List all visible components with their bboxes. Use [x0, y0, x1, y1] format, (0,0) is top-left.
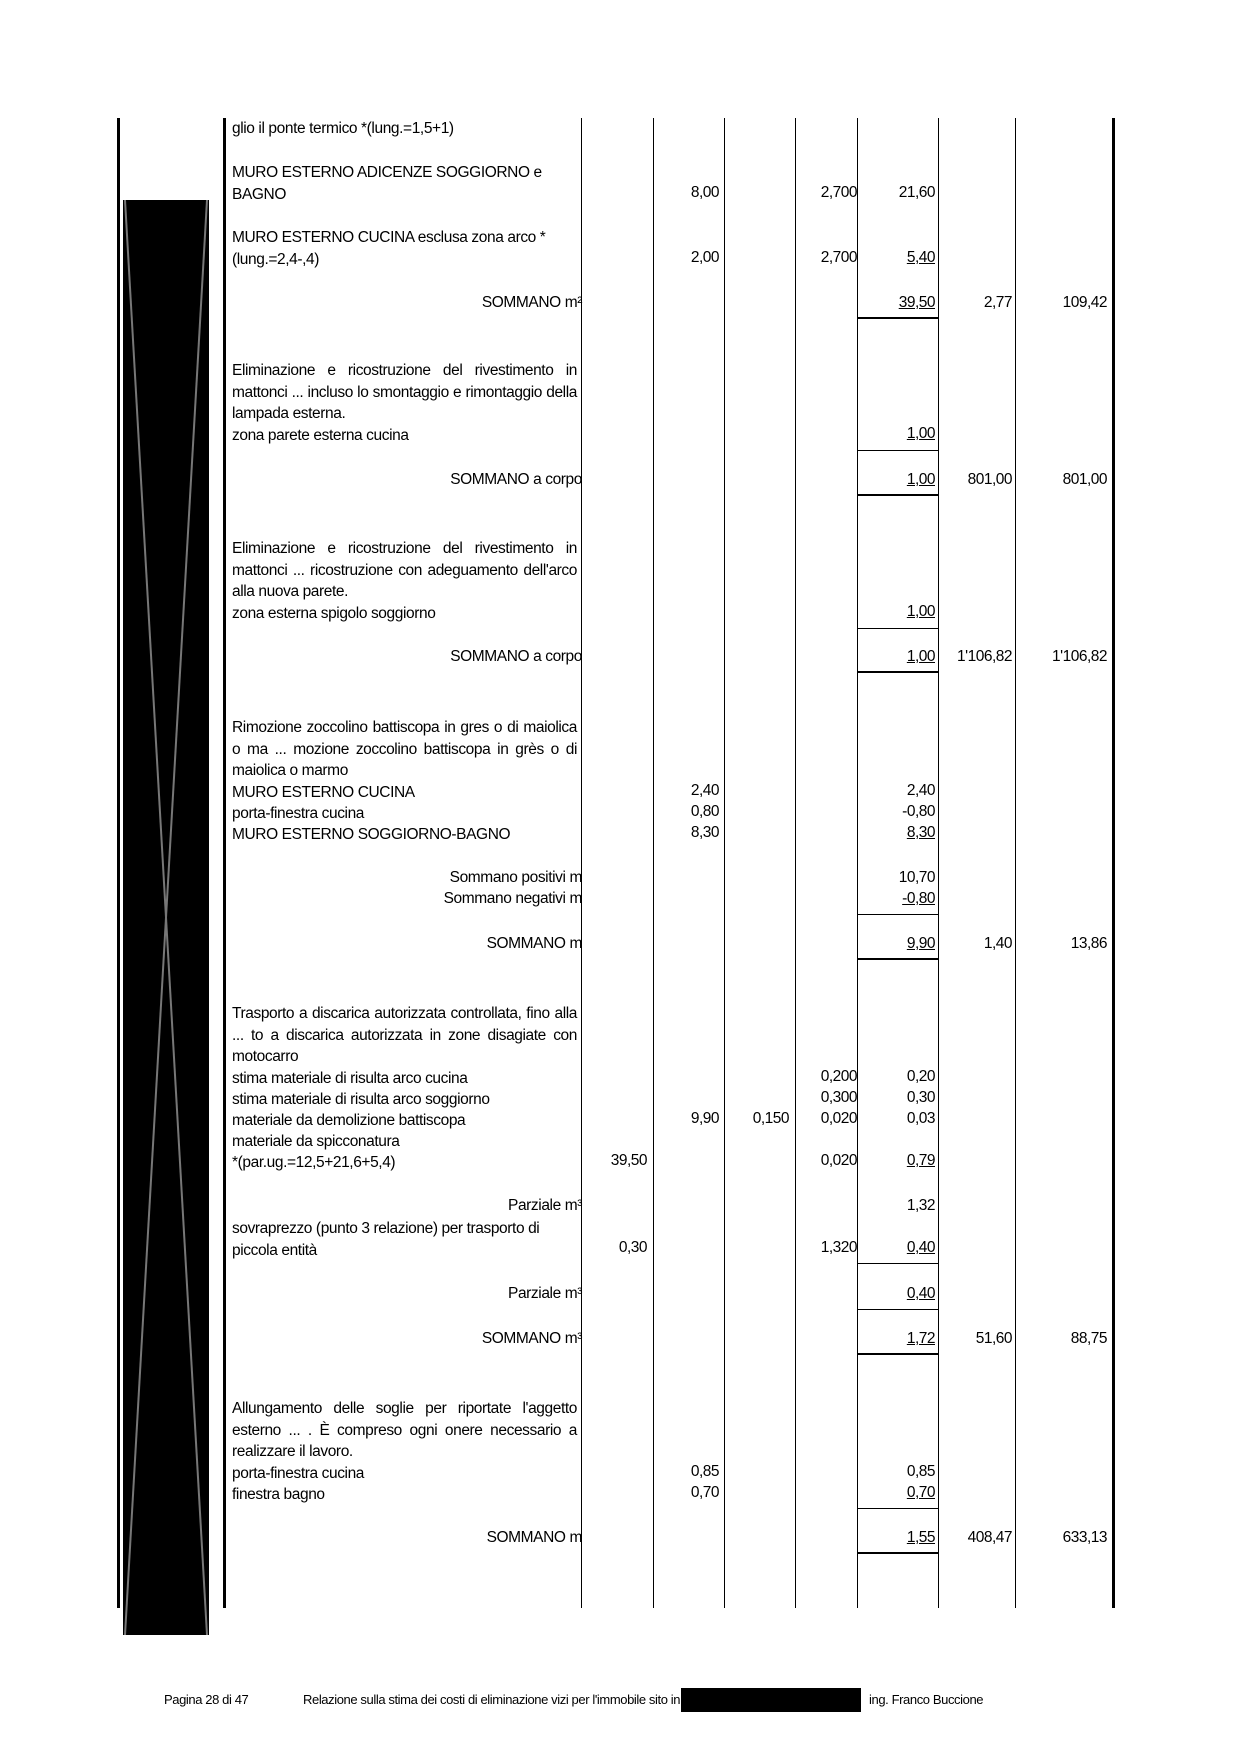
hpeso-value: 2,700 — [820, 184, 857, 201]
qta-value: -0,80 — [902, 890, 935, 907]
total-rule — [858, 494, 938, 496]
sum-label: SOMMANO m — [486, 1529, 582, 1546]
unit-price: 1'106,82 — [957, 648, 1012, 665]
parug-value: 0,30 — [618, 1239, 647, 1256]
qta-value: 0,40 — [906, 1285, 935, 1302]
larg-value: 0,150 — [752, 1110, 789, 1127]
qta-value: 0,79 — [906, 1152, 935, 1169]
qta-total: 1,00 — [906, 648, 935, 665]
qta-value: -0,80 — [902, 803, 935, 820]
line-description: materiale da demolizione battiscopa — [232, 1112, 466, 1129]
total-rule — [858, 958, 938, 960]
line-description: stima materiale di risulta arco soggiorno — [232, 1091, 490, 1108]
subtotal-rule — [858, 450, 938, 451]
lung-value: 9,90 — [690, 1110, 719, 1127]
page-number: Pagina 28 di 47 — [164, 1692, 249, 1707]
sum-label: Sommano positivi m — [449, 869, 582, 886]
qta-value: 0,20 — [906, 1068, 935, 1085]
redacted-address — [681, 1688, 861, 1712]
sum-label: SOMMANO m² — [481, 294, 582, 311]
lung-value: 2,40 — [690, 782, 719, 799]
lung-value: 0,80 — [690, 803, 719, 820]
qta-value: 0,40 — [906, 1239, 935, 1256]
line-description: MURO ESTERNO ADICENZE SOGGIORNO e BAGNO — [232, 164, 542, 203]
lung-value: 2,00 — [690, 249, 719, 266]
column-rule — [857, 118, 858, 1608]
hpeso-value: 0,020 — [820, 1110, 857, 1127]
column-rule — [653, 118, 654, 1608]
qta-value: 10,70 — [898, 869, 935, 886]
line-description: zona esterna spigolo soggiorno — [232, 605, 436, 622]
item-description: Eliminazione e ricostruzione del rivestimento in mattonci ... incluso lo smontaggio e rimontaggio della lampada esterna. — [232, 362, 577, 422]
item-description: Rimozione zoccolino battiscopa in gres o di maiolica o ma ... mozione zoccolino battiscopa in grès o di maiolica o marmo — [232, 719, 577, 779]
hpeso-value: 0,020 — [820, 1152, 857, 1169]
column-rule — [795, 118, 796, 1608]
subtotal-rule — [858, 914, 938, 915]
footer-title: Relazione sulla stima dei costi di eliminazione vizi per l'immobile sito in — [303, 1692, 681, 1707]
item-description: Allungamento delle soglie per riportate l'aggetto esterno ... . È compreso ogni onere necessario a realizzare il lavoro. — [232, 1400, 577, 1460]
qta-total: 1,00 — [906, 471, 935, 488]
line-description: MURO ESTERNO SOGGIORNO-BAGNO — [232, 826, 511, 843]
footer-author: ing. Franco Buccione — [869, 1692, 984, 1707]
qta-total: 9,90 — [906, 935, 935, 952]
qta-value: 0,70 — [906, 1484, 935, 1501]
line-description: MURO ESTERNO CUCINA esclusa zona arco *(lung.=2,4-,4) — [232, 229, 546, 268]
column-rule — [724, 118, 725, 1608]
hpeso-value: 1,320 — [820, 1239, 857, 1256]
total-rule — [858, 1353, 938, 1355]
total-rule — [858, 317, 938, 319]
sum-label: SOMMANO a corpo — [450, 471, 582, 488]
unit-price: 801,00 — [967, 471, 1012, 488]
hpeso-value: 0,200 — [820, 1068, 857, 1085]
amount: 13,86 — [1070, 935, 1107, 952]
column-rule — [1015, 118, 1016, 1608]
line-description: sovraprezzo (punto 3 relazione) per trasporto di piccola entità — [232, 1220, 540, 1259]
line-description: porta-finestra cucina — [232, 805, 365, 822]
lung-value: 8,30 — [690, 824, 719, 841]
qta-value: 1,32 — [906, 1197, 935, 1214]
amount: 109,42 — [1062, 294, 1107, 311]
qta-value: 1,00 — [906, 603, 935, 620]
partial-label: Parziale m³ — [508, 1285, 582, 1302]
qta-total: 1,55 — [906, 1529, 935, 1546]
amount: 633,13 — [1062, 1529, 1107, 1546]
total-rule — [858, 1552, 938, 1554]
lung-value: 8,00 — [690, 184, 719, 201]
qta-value: 5,40 — [906, 249, 935, 266]
parug-value: 39,50 — [610, 1152, 647, 1169]
table-border-left — [117, 118, 120, 1608]
line-description: stima materiale di risulta arco cucina — [232, 1070, 468, 1087]
partial-label: Parziale m³ — [508, 1197, 582, 1214]
qta-value: 2,40 — [906, 782, 935, 799]
qta-value: 8,30 — [906, 824, 935, 841]
sum-label: SOMMANO m³ — [481, 1330, 582, 1347]
total-rule — [858, 671, 938, 673]
item-description: Trasporto a discarica autorizzata controllata, fino alla ... to a discarica autorizzata in zone disagiate con motocarro — [232, 1005, 577, 1065]
qta-total: 1,72 — [906, 1330, 935, 1347]
line-description: glio il ponte termico *(lung.=1,5+1) — [232, 120, 454, 137]
amount: 801,00 — [1062, 471, 1107, 488]
amount: 1'106,82 — [1052, 648, 1107, 665]
amount: 88,75 — [1070, 1330, 1107, 1347]
qta-value: 0,30 — [906, 1089, 935, 1106]
unit-price: 1,40 — [983, 935, 1012, 952]
qta-value: 1,00 — [906, 425, 935, 442]
subtotal-rule — [858, 1263, 938, 1264]
table-border-right — [1112, 118, 1115, 1608]
hpeso-value: 2,700 — [820, 249, 857, 266]
sum-label: Sommano negativi m — [443, 890, 582, 907]
line-description: porta-finestra cucina — [232, 1465, 365, 1482]
column-rule — [223, 118, 226, 1608]
subtotal-rule — [858, 1309, 938, 1310]
subtotal-rule — [858, 1508, 938, 1509]
hpeso-value: 0,300 — [820, 1089, 857, 1106]
unit-price: 2,77 — [983, 294, 1012, 311]
column-rule — [581, 118, 582, 1608]
subtotal-rule — [858, 628, 938, 629]
qta-value: 0,85 — [906, 1463, 935, 1480]
unit-price: 408,47 — [967, 1529, 1012, 1546]
line-description: finestra bagno — [232, 1486, 325, 1503]
line-description: zona parete esterna cucina — [232, 427, 409, 444]
lung-value: 0,85 — [690, 1463, 719, 1480]
qta-value: 21,60 — [898, 184, 935, 201]
line-description: *(par.ug.=12,5+21,6+5,4) — [232, 1154, 396, 1171]
line-description: MURO ESTERNO CUCINA — [232, 784, 415, 801]
sum-label: SOMMANO m — [486, 935, 582, 952]
item-description: Eliminazione e ricostruzione del rivestimento in mattonci ... ricostruzione con adeguamento dell'arco alla nuova parete. — [232, 540, 577, 600]
line-description: materiale da spicconatura — [232, 1133, 400, 1150]
qta-value: 0,03 — [906, 1110, 935, 1127]
sum-label: SOMMANO a corpo — [450, 648, 582, 665]
unit-price: 51,60 — [975, 1330, 1012, 1347]
lung-value: 0,70 — [690, 1484, 719, 1501]
column-rule — [938, 118, 939, 1608]
qta-total: 39,50 — [898, 294, 935, 311]
redaction-block — [123, 200, 209, 1635]
cross-lines-decoration — [123, 200, 209, 1635]
